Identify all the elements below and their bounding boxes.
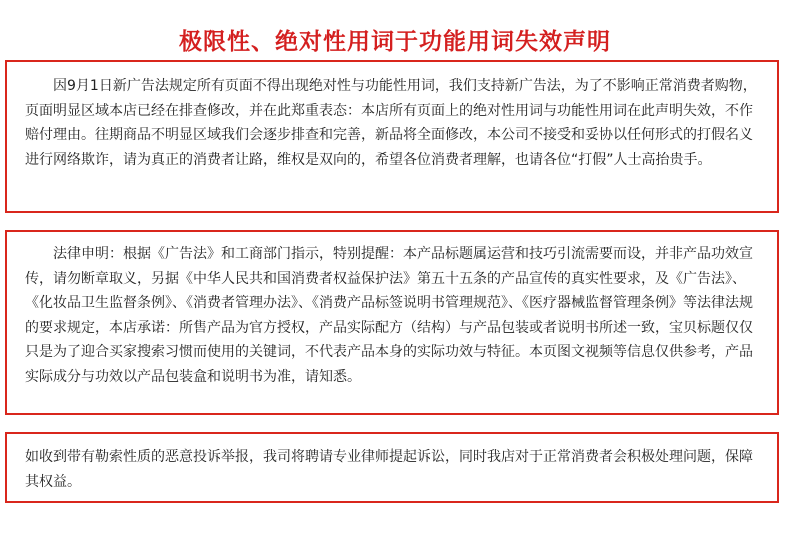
notice-text-complaint-warning: 如收到带有勒索性质的恶意投诉举报，我司将聘请专业律师提起诉讼，同时我店对于正常消费者会积极处理问题，保障其权益。 [25, 449, 753, 490]
page-title: 极限性、绝对性用词于功能用词失效声明 [179, 29, 611, 56]
notice-box-legal-statement [5, 230, 779, 415]
notice-box-complaint-warning [5, 432, 779, 503]
notice-text-ad-law: 因9月1日新广告法规定所有页面不得出现绝对性与功能性用词，我们支持新广告法，为了不影响正常消费者购物，页面明显区域本店已经在排查修改，并在此郑重表态：本店所有页面上的绝对性用词与功能性用词在此声明失效，不作赔付理由。往期商品不明显区域我们会逐步排查和完善，新品将全面修改，本公司不接受和妥协以任何形式的打假名义进行网络欺诈，请为真正的消费者让路，维权是双向的，希望各位消费者理解，也请各位“打假”人士高抬贵手。 [25, 78, 757, 168]
notice-box-ad-law [5, 60, 779, 213]
notice-text-legal-statement: 法律申明：根据《广告法》和工商部门指示，特别提醒：本产品标题属运营和技巧引流需要而设，并非产品功效宣传，请勿断章取义，另据《中华人民共和国消费者权益保护法》第五十五条的产品宣传的真实性要求，及《广告法》、《化妆品卫生监督条例》、《消费者管理办法》、《消费产品标签说明书管理规范》、《医疗器械监督管理条例》等法律法规的要求规定，本店承诺：所售产品为官方授权，产品实际配方（结构）与产品包装或者说明书所述一致，宝贝标题仅仅只是为了迎合买家搜索习惯而使用的关键词，不代表产品本身的实际功效与特征。本页图文视频等信息仅供参考，产品实际成分与功效以产品包装盒和说明书为准，请知悉。 [25, 246, 753, 385]
